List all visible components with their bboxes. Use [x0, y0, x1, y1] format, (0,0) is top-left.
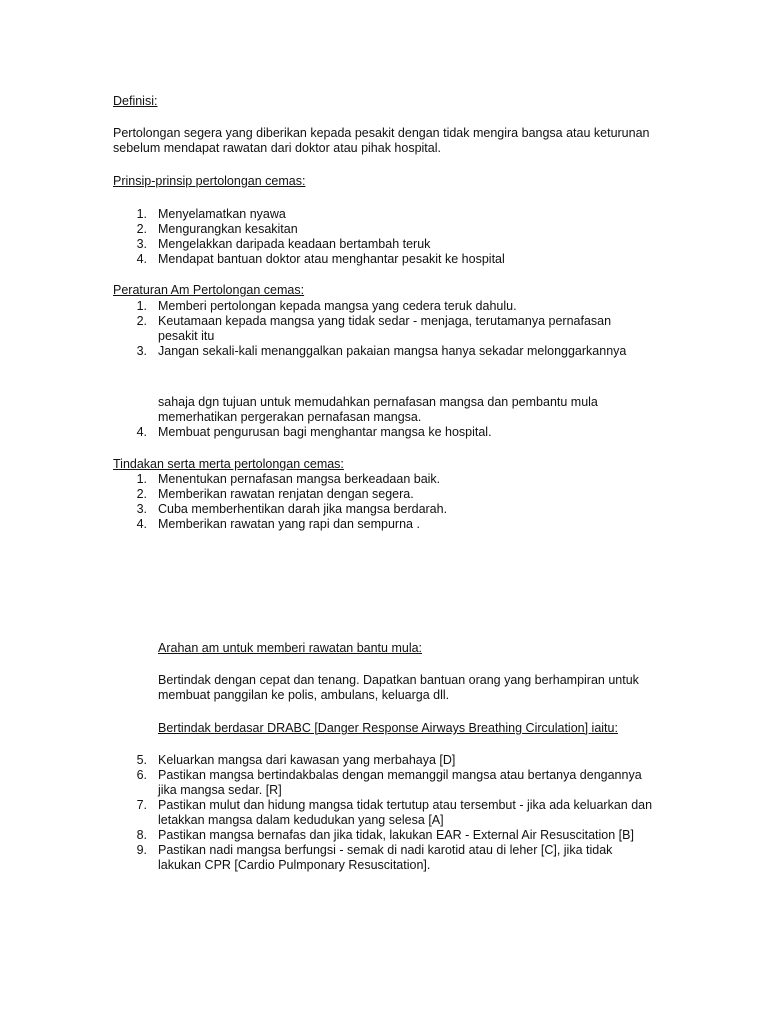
definisi-paragraph	[113, 126, 673, 156]
drabc-list	[113, 753, 673, 873]
peraturan-list	[113, 299, 673, 359]
prinsip-list	[113, 207, 673, 267]
continuation-line: sahaja dgn tujuan untuk memudahkan pernafasan mangsa dan pembantu mula	[158, 395, 598, 409]
list-item: 2. Keutamaan kepada mangsa yang tidak sedar - menjaga, terutamanya pernafasan pesakit itu	[136, 314, 612, 343]
peraturan-continuation	[158, 395, 668, 425]
arahan-line: Bertindak dengan cepat dan tenang. Dapatkan bantuan orang yang berhampiran untuk	[158, 673, 639, 687]
list-item: 9. Pastikan nadi mangsa berfungsi - semak di nadi karotid atau di leher [C], jika tidak lakukan CPR [Cardio Pulmponary Resuscitation].	[136, 843, 613, 872]
list-item: 1. Memberi pertolongan kepada mangsa yang cedera teruk dahulu.	[136, 299, 517, 313]
drabc-heading: Bertindak berdasar DRABC [Danger Response Airways Breathing Circulation] iaitu:	[158, 721, 618, 735]
tindakan-list	[113, 472, 673, 532]
list-item: 8. Pastikan mangsa bernafas dan jika tidak, lakukan EAR - External Air Resuscitation [B]	[136, 828, 634, 842]
list-item: 3. Jangan sekali-kali menanggalkan pakaian mangsa hanya sekadar melonggarkannya	[136, 344, 627, 358]
peraturan-heading: Peraturan Am Pertolongan cemas:	[113, 283, 305, 297]
list-item: 6. Pastikan mangsa bertindakbalas dengan memanggil mangsa atau bertanya dengannya jika mangsa sedar. [R]	[136, 768, 642, 797]
list-item: 4. Membuat pengurusan bagi menghantar mangsa ke hospital.	[136, 425, 492, 439]
list-item: 4. Memberikan rawatan yang rapi dan sempurna .	[136, 517, 420, 531]
definisi-line: sebelum mendapat rawatan dari doktor atau pihak hospital.	[113, 141, 441, 155]
tindakan-heading: Tindakan serta merta pertolongan cemas:	[113, 457, 344, 471]
peraturan-list-cont	[113, 425, 673, 440]
continuation-line: memerhatikan pergerakan pernafasan mangsa.	[158, 410, 422, 424]
list-item: 3. Cuba memberhentikan darah jika mangsa berdarah.	[136, 502, 448, 516]
prinsip-heading: Prinsip-prinsip pertolongan cemas:	[113, 174, 306, 188]
list-item: 7. Pastikan mulut dan hidung mangsa tidak tertutup atau tersembut - jika ada keluarkan dan letakkan mangsa dalam kedudukan yang selesa [A]	[136, 798, 653, 827]
list-item: 3. Mengelakkan daripada keadaan bertambah teruk	[136, 237, 431, 251]
arahan-paragraph	[158, 673, 668, 703]
list-item: 5. Keluarkan mangsa dari kawasan yang merbahaya [D]	[136, 753, 456, 767]
list-item: 1. Menentukan pernafasan mangsa berkeadaan baik.	[136, 472, 441, 486]
list-item: 1. Menyelamatkan nyawa	[136, 207, 286, 221]
list-item: 2. Mengurangkan kesakitan	[136, 222, 298, 236]
list-item: 4. Mendapat bantuan doktor atau menghantar pesakit ke hospital	[136, 252, 505, 266]
definisi-heading: Definisi:	[113, 94, 158, 108]
list-item: 2. Memberikan rawatan renjatan dengan segera.	[136, 487, 414, 501]
arahan-line: membuat panggilan ke polis, ambulans, keluarga dll.	[158, 688, 450, 702]
arahan-heading: Arahan am untuk memberi rawatan bantu mula:	[158, 641, 423, 655]
definisi-line: Pertolongan segera yang diberikan kepada pesakit dengan tidak mengira bangsa atau keturunan	[113, 126, 650, 140]
